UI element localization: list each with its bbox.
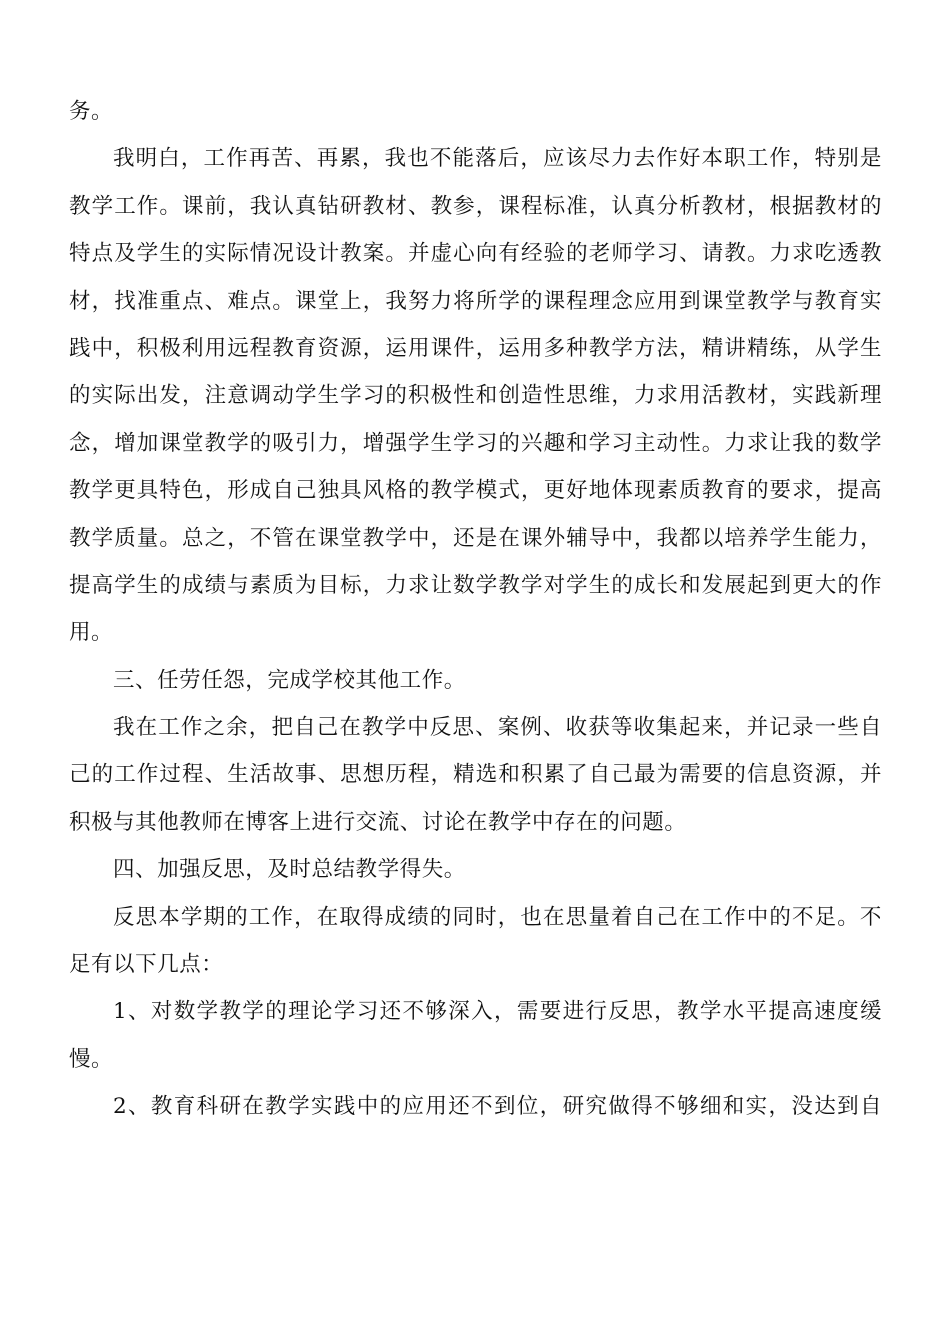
- text-line: 2、教育科研在教学实践中的应用还不到位，研究做得不够细和实，没达到自: [113, 1094, 882, 1120]
- text-line: 慢。: [69, 1046, 114, 1072]
- text-line: 反思本学期的工作，在取得成绩的同时，也在思量着自己在工作中的不足。不: [113, 904, 882, 930]
- text-line: 提高学生的成绩与素质为目标，力求让数学教学对学生的成长和发展起到更大的作: [69, 572, 882, 598]
- text-line: 教学更具特色，形成自己独具风格的教学模式，更好地体现素质教育的要求，提高: [69, 478, 882, 504]
- text-line: 教学质量。总之，不管在课堂教学中，还是在课外辅导中，我都以培养学生能力，: [69, 525, 882, 551]
- text-line: 三、任劳任怨，完成学校其他工作。: [113, 667, 466, 693]
- text-line: 我明白，工作再苦、再累，我也不能落后，应该尽力去作好本职工作，特别是: [113, 146, 882, 172]
- document-body: [69, 88, 882, 1131]
- text-line: 足有以下几点：: [69, 952, 224, 978]
- text-line: 用。: [69, 620, 114, 646]
- text-line: 1、对数学教学的理论学习还不够深入，需要进行反思，教学水平提高速度缓: [113, 999, 882, 1025]
- text-line: 念，增加课堂教学的吸引力，增强学生学习的兴趣和学习主动性。力求让我的数学: [69, 430, 882, 456]
- text-line: 务。: [69, 99, 114, 124]
- text-line: 特点及学生的实际情况设计教案。并虚心向有经验的老师学习、请教。力求吃透教: [69, 241, 882, 267]
- text-line: 己的工作过程、生活故事、思想历程，精选和积累了自己最为需要的信息资源，并: [69, 762, 882, 788]
- text-line: 积极与其他教师在博客上进行交流、讨论在教学中存在的问题。: [69, 809, 687, 835]
- text-line: 的实际出发，注意调动学生学习的积极性和创造性思维，力求用活教材，实践新理: [69, 383, 882, 409]
- text-line: 四、加强反思，及时总结教学得失。: [113, 857, 466, 883]
- text-line: 践中，积极利用远程教育资源，运用课件，运用多种教学方法，精讲精练，从学生: [69, 335, 882, 361]
- text-line: 教学工作。课前，我认真钻研教材、教参，课程标准，认真分析教材，根据教材的: [69, 193, 882, 219]
- text-line: 材，找准重点、难点。课堂上，我努力将所学的课程理念应用到课堂教学与教育实: [69, 288, 882, 314]
- text-line: 我在工作之余，把自己在教学中反思、案例、收获等收集起来，并记录一些自: [113, 715, 882, 741]
